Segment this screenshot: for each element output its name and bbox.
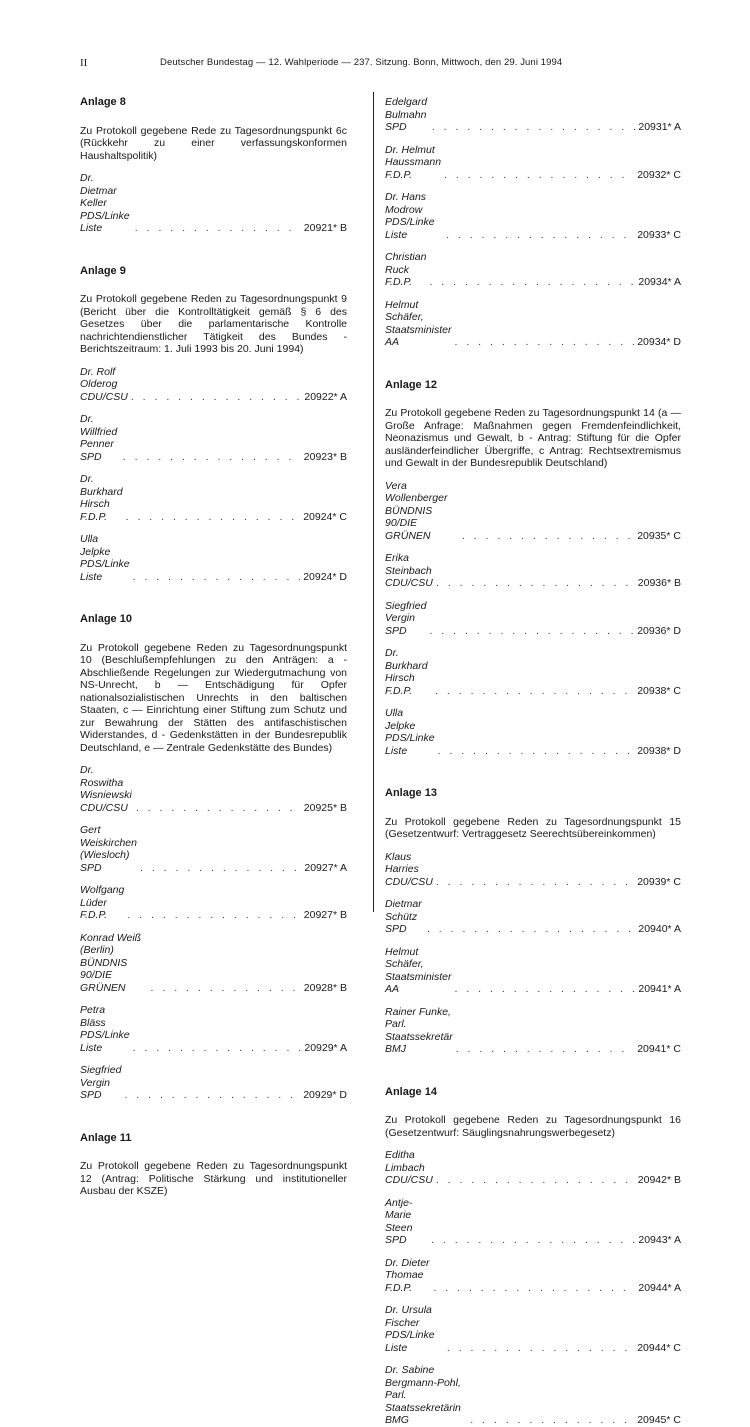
speaker-entry [80,366,347,404]
page-reference: 20942* B [637,1174,681,1186]
dot-leader [455,336,635,349]
dot-leader [446,229,634,242]
annex-title: Anlage 12 [385,378,437,391]
dot-leader [140,862,301,875]
speaker-entry [385,191,681,241]
page-reference: 20924* D [303,570,347,583]
speaker-name: Edelgard Bulmahn SPD [385,96,428,133]
annex-section [80,96,347,235]
speaker-entry [385,299,681,349]
speaker-name: Editha Limbach CDU/CSU [385,1149,433,1186]
page-number: II [80,57,88,69]
speaker-entry [385,647,681,697]
speaker-name: Siegfried Vergin SPD [385,599,427,637]
annex-section [80,1132,347,1198]
page-reference: 20927* B [303,909,347,921]
page-reference: 20929* D [303,1089,347,1101]
dot-leader [131,391,302,404]
speaker-name: Antje-Marie Steen SPD [385,1196,413,1246]
continued-entries [385,96,681,349]
dot-leader [126,511,301,524]
annex-description: Zu Protokoll gegebene Reden zu Tagesordnungspunkt 15 (Gesetzentwurf: Vertraggesetz Seerechtsübereinkommen) [385,815,681,840]
annex-description: Zu Protokoll gegebene Reden zu Tagesordnungspunkt 12 (Antrag: Politische Stärkung und institutioneller Ausbau der KSZE) [80,1160,347,1197]
page-reference: 20938* C [637,684,681,697]
annex-section [385,379,681,758]
page-reference: 20922* A [304,390,347,403]
annex-section [80,265,347,584]
speaker-entry [80,932,347,995]
speaker-entry [80,824,347,874]
dot-leader [432,121,636,134]
speaker-name: Dietmar Schütz SPD [385,898,422,935]
speaker-name: Vera Wollenberger BÜNDNIS 90/DIE GRÜNEN [385,479,448,542]
speaker-name: Dr. Dieter Thomae F.D.P. [385,1256,430,1294]
page-reference: 20928* B [303,981,347,994]
page-reference: 20927* A [304,861,347,874]
dot-leader [427,923,635,936]
annex-section [385,787,681,1056]
speaker-name: Ulla Jelpke PDS/Linke Liste [80,533,130,583]
speaker-name: Petra Bläss PDS/Linke Liste [80,1004,130,1054]
header-text: Deutscher Bundestag — 12. Wahlperiode — 237. Sitzung. Bonn, Mittwoch, den 29. Juni 1994 [160,57,563,68]
left-column [80,96,347,1204]
speaker-name: Wolfgang Lüder F.D.P. [80,884,125,921]
page-reference: 20936* D [637,624,681,637]
speaker-entry [385,898,681,936]
speaker-entry [80,533,347,583]
dot-leader [127,909,300,922]
speaker-name: Siegfried Vergin SPD [80,1064,122,1101]
annex-title: Anlage 11 [80,1131,132,1144]
speaker-entry [385,1149,681,1187]
speaker-name: Dr. Roswitha Wisniewski CDU/CSU [80,764,132,814]
annex-section [80,613,347,1102]
page-reference: 20929* A [304,1041,347,1054]
page-reference: 20943* A [638,1234,681,1246]
speaker-name: Konrad Weiß (Berlin) BÜNDNIS 90/DIE GRÜNEN [80,931,142,994]
page-reference: 20935* C [637,529,681,542]
speaker-entry [385,1006,681,1056]
dot-leader [456,1043,635,1056]
annex-description: Zu Protokoll gegebene Rede zu Tagesordnungspunkt 6c (Rückkehr zu einer verfassungskonformen Haushaltspolitik) [80,124,347,162]
annex-title: Anlage 14 [385,1085,437,1098]
speaker-entry [385,1364,681,1427]
dot-leader [124,1089,300,1102]
dot-leader [429,276,635,289]
annex-description: Zu Protokoll gegebene Reden zu Tagesordnungspunkt 9 (Bericht über die Kontrolltätigkeit gemäß § 6 des Gesetzes über die parlamentarische Kontrolle nachrichtendienstlicher Tätigkeit des Bundes - Berichtszeitraum: 1. Juli 1993 bis 20. Juni 1994) [80,293,347,355]
speaker-name: Dr. Sabine Bergmann-Pohl, Parl. Staatssekretärin BMG [385,1364,461,1426]
speaker-name: Helmut Schäfer, Staatsminister AA [385,945,452,995]
speaker-entry [385,851,681,889]
dot-leader [438,745,635,758]
speaker-entry [385,600,681,638]
page-reference: 20921* B [303,222,347,234]
page-reference: 20933* C [637,228,681,241]
speaker-name: Dr. Burkhard Hirsch F.D.P. [80,473,123,523]
speaker-entry [385,96,681,134]
speaker-entry [80,1004,347,1054]
speaker-entry [80,764,347,814]
dot-leader [470,1414,634,1427]
page-reference: 20932* C [637,168,681,181]
page-reference: 20934* D [637,336,681,348]
speaker-entry [80,884,347,922]
dot-leader [431,1234,635,1247]
annex-title: Anlage 9 [80,264,126,277]
dot-leader [135,222,301,235]
speaker-name: Rainer Funke, Parl. Staatssekretär BMJ [385,1005,453,1055]
speaker-entry [385,1197,681,1247]
dot-leader [123,451,301,464]
page-reference: 20934* A [638,276,681,288]
dot-leader [133,1042,302,1055]
dot-leader [436,577,635,590]
dot-leader [133,571,301,584]
speaker-name: Dr. Helmut Haussmann F.D.P. [385,143,442,181]
speaker-entry [385,1257,681,1295]
annex-title: Anlage 8 [80,96,126,108]
speaker-entry [385,144,681,182]
speaker-entry [385,251,681,289]
page-reference: 20936* B [637,577,681,589]
page-reference: 20940* A [638,923,681,935]
page-reference: 20924* C [303,510,347,523]
speaker-name: Christian Ruck F.D.P. [385,251,427,288]
speaker-entry [385,1304,681,1354]
page-reference: 20939* C [637,875,681,888]
speaker-name: Klaus Harries CDU/CSU [385,850,433,888]
speaker-name: Ulla Jelpke PDS/Linke Liste [385,707,435,757]
speaker-entry [80,1064,347,1102]
speaker-name: Dr. Ursula Fischer PDS/Linke Liste [385,1304,435,1354]
annex-title: Anlage 13 [385,787,437,799]
speaker-entry [80,172,347,235]
page-reference: 20931* A [638,121,681,133]
dot-leader [151,982,301,995]
dot-leader [436,1174,635,1187]
annex-description: Zu Protokoll gegebene Reden zu Tagesordnungspunkt 14 (a — Große Anfrage: Maßnahmen gegen Fremdenfeindlichkeit, Neonazismus und Gewalt, b - Antrag: Stiftung für die Opfer ausländerfeindlicher Übergriffe, c Antrag: Rechtsextremismus und Gewalt in der Bundesrepublik Deutschland) [385,407,681,469]
page-reference: 20945* C [637,1414,681,1426]
page-reference: 20938* D [637,744,681,757]
page-reference: 20923* B [303,450,347,463]
dot-leader [429,625,634,638]
speaker-name: Dr. Burkhard Hirsch F.D.P. [385,647,428,697]
speaker-entry [385,946,681,996]
page-reference: 20941* A [638,983,681,995]
dot-leader [462,530,634,543]
page-reference: 20925* B [303,801,347,814]
speaker-name: Helmut Schäfer, Staatsminister AA [385,298,452,348]
right-column [385,96,681,1427]
right-sections [385,379,681,1427]
speaker-entry [80,413,347,463]
speaker-name: Dr. Willfried Penner SPD [80,413,118,463]
speaker-entry [385,552,681,590]
dot-leader [433,1282,635,1295]
dot-leader [444,169,634,182]
annex-section [385,1086,681,1427]
speaker-name: Dr. Hans Modrow PDS/Linke Liste [385,191,435,241]
speaker-name: Dr. Rolf Olderog CDU/CSU [80,365,128,403]
speaker-name: Dr. Dietmar Keller PDS/Linke Liste [80,172,130,234]
speaker-entry [385,480,681,543]
speaker-name: Gert Weiskirchen (Wiesloch) SPD [80,824,137,874]
column-divider [373,92,374,912]
dot-leader [447,1342,634,1355]
speaker-entry [80,473,347,523]
dot-leader [455,983,636,996]
annex-description: Zu Protokoll gegebene Reden zu Tagesordnungspunkt 10 (Beschlußempfehlungen zu den Anträgen: a - Abschließende Regelungen zur Wiedergutmachung von NS-Unrecht, b — Entschädigung für Opfer nationalsozialistischen Unrechts in den baltischen Staaten, c — Einrichtung einer Stiftung zum Schutz und zur Bewahrung der Stätten des antifaschistischen Widerstandes, d - Gedenkstätten in der Bundesrepublik Deutschland, e — Zentrale Gedenkstätte des Bundes) [80,641,347,754]
dot-leader [435,685,634,698]
page-reference: 20944* C [637,1341,681,1354]
annex-description: Zu Protokoll gegebene Reden zu Tagesordnungspunkt 16 (Gesetzentwurf: Säuglingsnahrungswerbegesetz) [385,1114,681,1139]
page-reference: 20941* C [637,1043,681,1055]
page-reference: 20944* A [638,1281,681,1294]
dot-leader [136,802,301,815]
dot-leader [436,876,634,889]
annex-title: Anlage 10 [80,613,132,625]
speaker-entry [385,707,681,757]
speaker-name: Erika Steinbach CDU/CSU [385,552,433,589]
